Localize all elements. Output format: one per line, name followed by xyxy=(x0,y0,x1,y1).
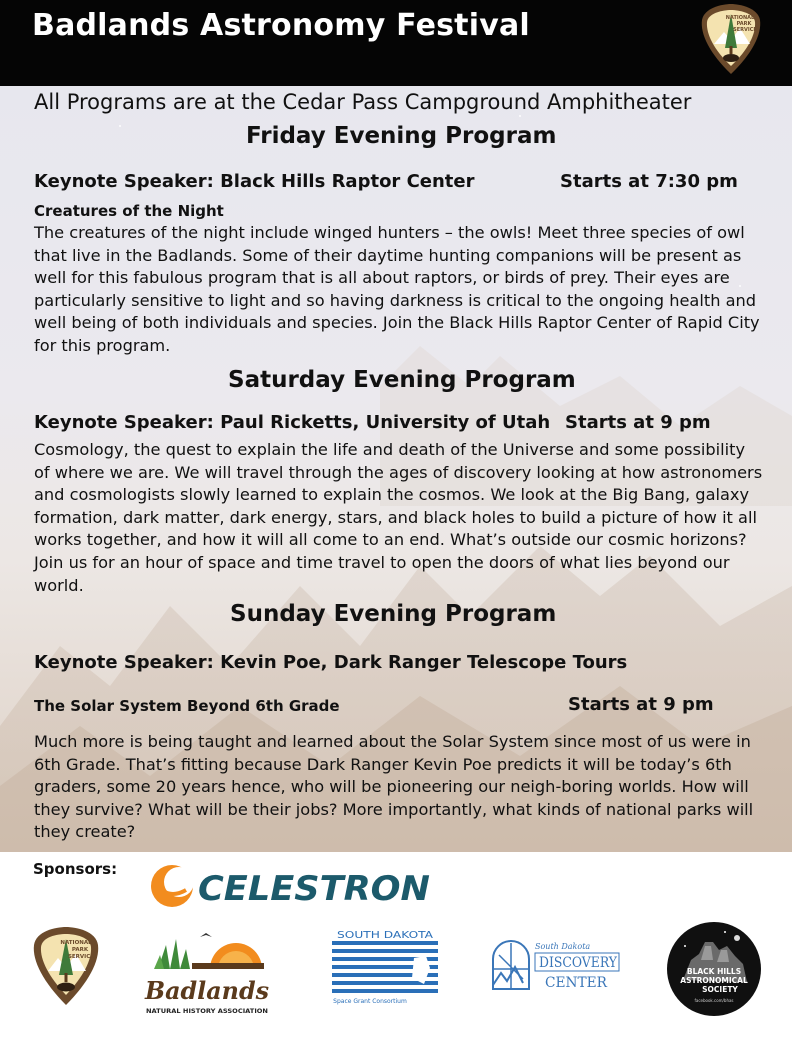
badlands-subtitle: NATURAL HISTORY ASSOCIATION xyxy=(146,1008,268,1015)
saturday-description: Cosmology, the quest to explain the life and death of the Universe and some possibility of where we are. We will travel through the ages of discovery looking at how astronomers and cosmologists slowly learned to explain the cosmos. We look at the Big Bang, galaxy formation, dark matter, dark energy, stars, and black holes to build a picture of how it all works together, and how it will all come to an end. What’s outside our cosmic horizons? Join us for an hour of space and time travel to open the doors of what lies beyond our world. xyxy=(34,440,763,595)
friday-description: The creatures of the night include winged hunters – the owls! Meet three species of owl that live in the Badlands. Some of their daytime hunting companions will be present as well for this fabulous program that is all about raptors, or birds of prey. Their eyes are particularly sensitive to light and so having darkness is critical to the ongoing health and well being of both individuals and species. Join the Black Hills Raptor Center of Rapid City for this program. xyxy=(34,223,760,355)
celestron-wordmark: CELESTRON xyxy=(198,869,430,909)
discovery-small-text: South Dakota xyxy=(535,942,591,951)
black-hills-astronomical-society-logo xyxy=(665,920,763,1018)
saturday-start-time: Starts at 9 pm xyxy=(565,412,711,433)
saturday-speaker: Keynote Speaker: Paul Ricketts, University of Utah xyxy=(34,412,551,433)
nps-logo-text-1: NATIONAL xyxy=(725,15,755,21)
badlands-wordmark: Badlands xyxy=(144,976,270,1005)
sponsors-label: Sponsors: xyxy=(33,860,118,878)
header-bar xyxy=(0,0,792,86)
sd-space-grant-top-text: SOUTH DAKOTA xyxy=(337,930,434,941)
saturday-program-title: Saturday Evening Program xyxy=(228,367,576,393)
friday-start-time: Starts at 7:30 pm xyxy=(560,171,738,192)
sunday-description: Much more is being taught and learned about the Solar System since most of us were in 6th Grade. That’s fitting because Dark Ranger Kevin Poe predicts it will be today’s 6th graders, some 20 years hence, who will be pioneering our neigh-boring worlds. How will they survive? What will be their jobs? More importantly, what kinds of national parks will they create? xyxy=(34,732,754,842)
bhas-text-1: BLACK HILLS xyxy=(686,967,742,976)
friday-speaker: Keynote Speaker: Black Hills Raptor Center xyxy=(34,171,475,192)
discovery-word: DISCOVERY xyxy=(539,955,618,971)
bhas-text-2: ASTRONOMICAL xyxy=(680,976,748,985)
venue-line: All Programs are at the Cedar Pass Campground Amphitheater xyxy=(34,90,692,114)
nps-arrowhead-logo xyxy=(700,2,762,76)
nps-sponsor-text-2: PARK xyxy=(71,947,89,953)
sd-space-grant-bottom-text: Space Grant Consortium xyxy=(333,998,407,1005)
nps-logo-text-3: SERVICE xyxy=(733,27,757,33)
celestron-logo xyxy=(148,862,440,910)
sunday-program-title: Sunday Evening Program xyxy=(230,601,557,627)
sd-space-grant-logo xyxy=(330,928,440,1008)
friday-program-subtitle: Creatures of the Night xyxy=(34,202,224,220)
sunday-program-subtitle: The Solar System Beyond 6th Grade xyxy=(34,697,340,715)
bhas-url: facebook.com/bhas xyxy=(694,998,734,1003)
page-title: Badlands Astronomy Festival xyxy=(32,8,530,43)
sunday-start-time: Starts at 9 pm xyxy=(568,694,714,715)
sd-discovery-center-logo xyxy=(487,933,622,993)
friday-program-title: Friday Evening Program xyxy=(246,123,557,149)
nps-logo-text-2: PARK xyxy=(736,21,752,27)
sunday-speaker: Keynote Speaker: Kevin Poe, Dark Ranger Telescope Tours xyxy=(34,652,628,673)
nps-sponsor-text-1: NATIONAL xyxy=(60,940,92,946)
bhas-text-3: SOCIETY xyxy=(702,985,738,994)
center-word: CENTER xyxy=(545,975,608,991)
nps-sponsor-logo xyxy=(32,925,100,1007)
badlands-nha-logo xyxy=(140,925,275,1017)
nps-sponsor-text-3: SERVICE xyxy=(67,954,95,960)
program-poster xyxy=(0,86,792,852)
